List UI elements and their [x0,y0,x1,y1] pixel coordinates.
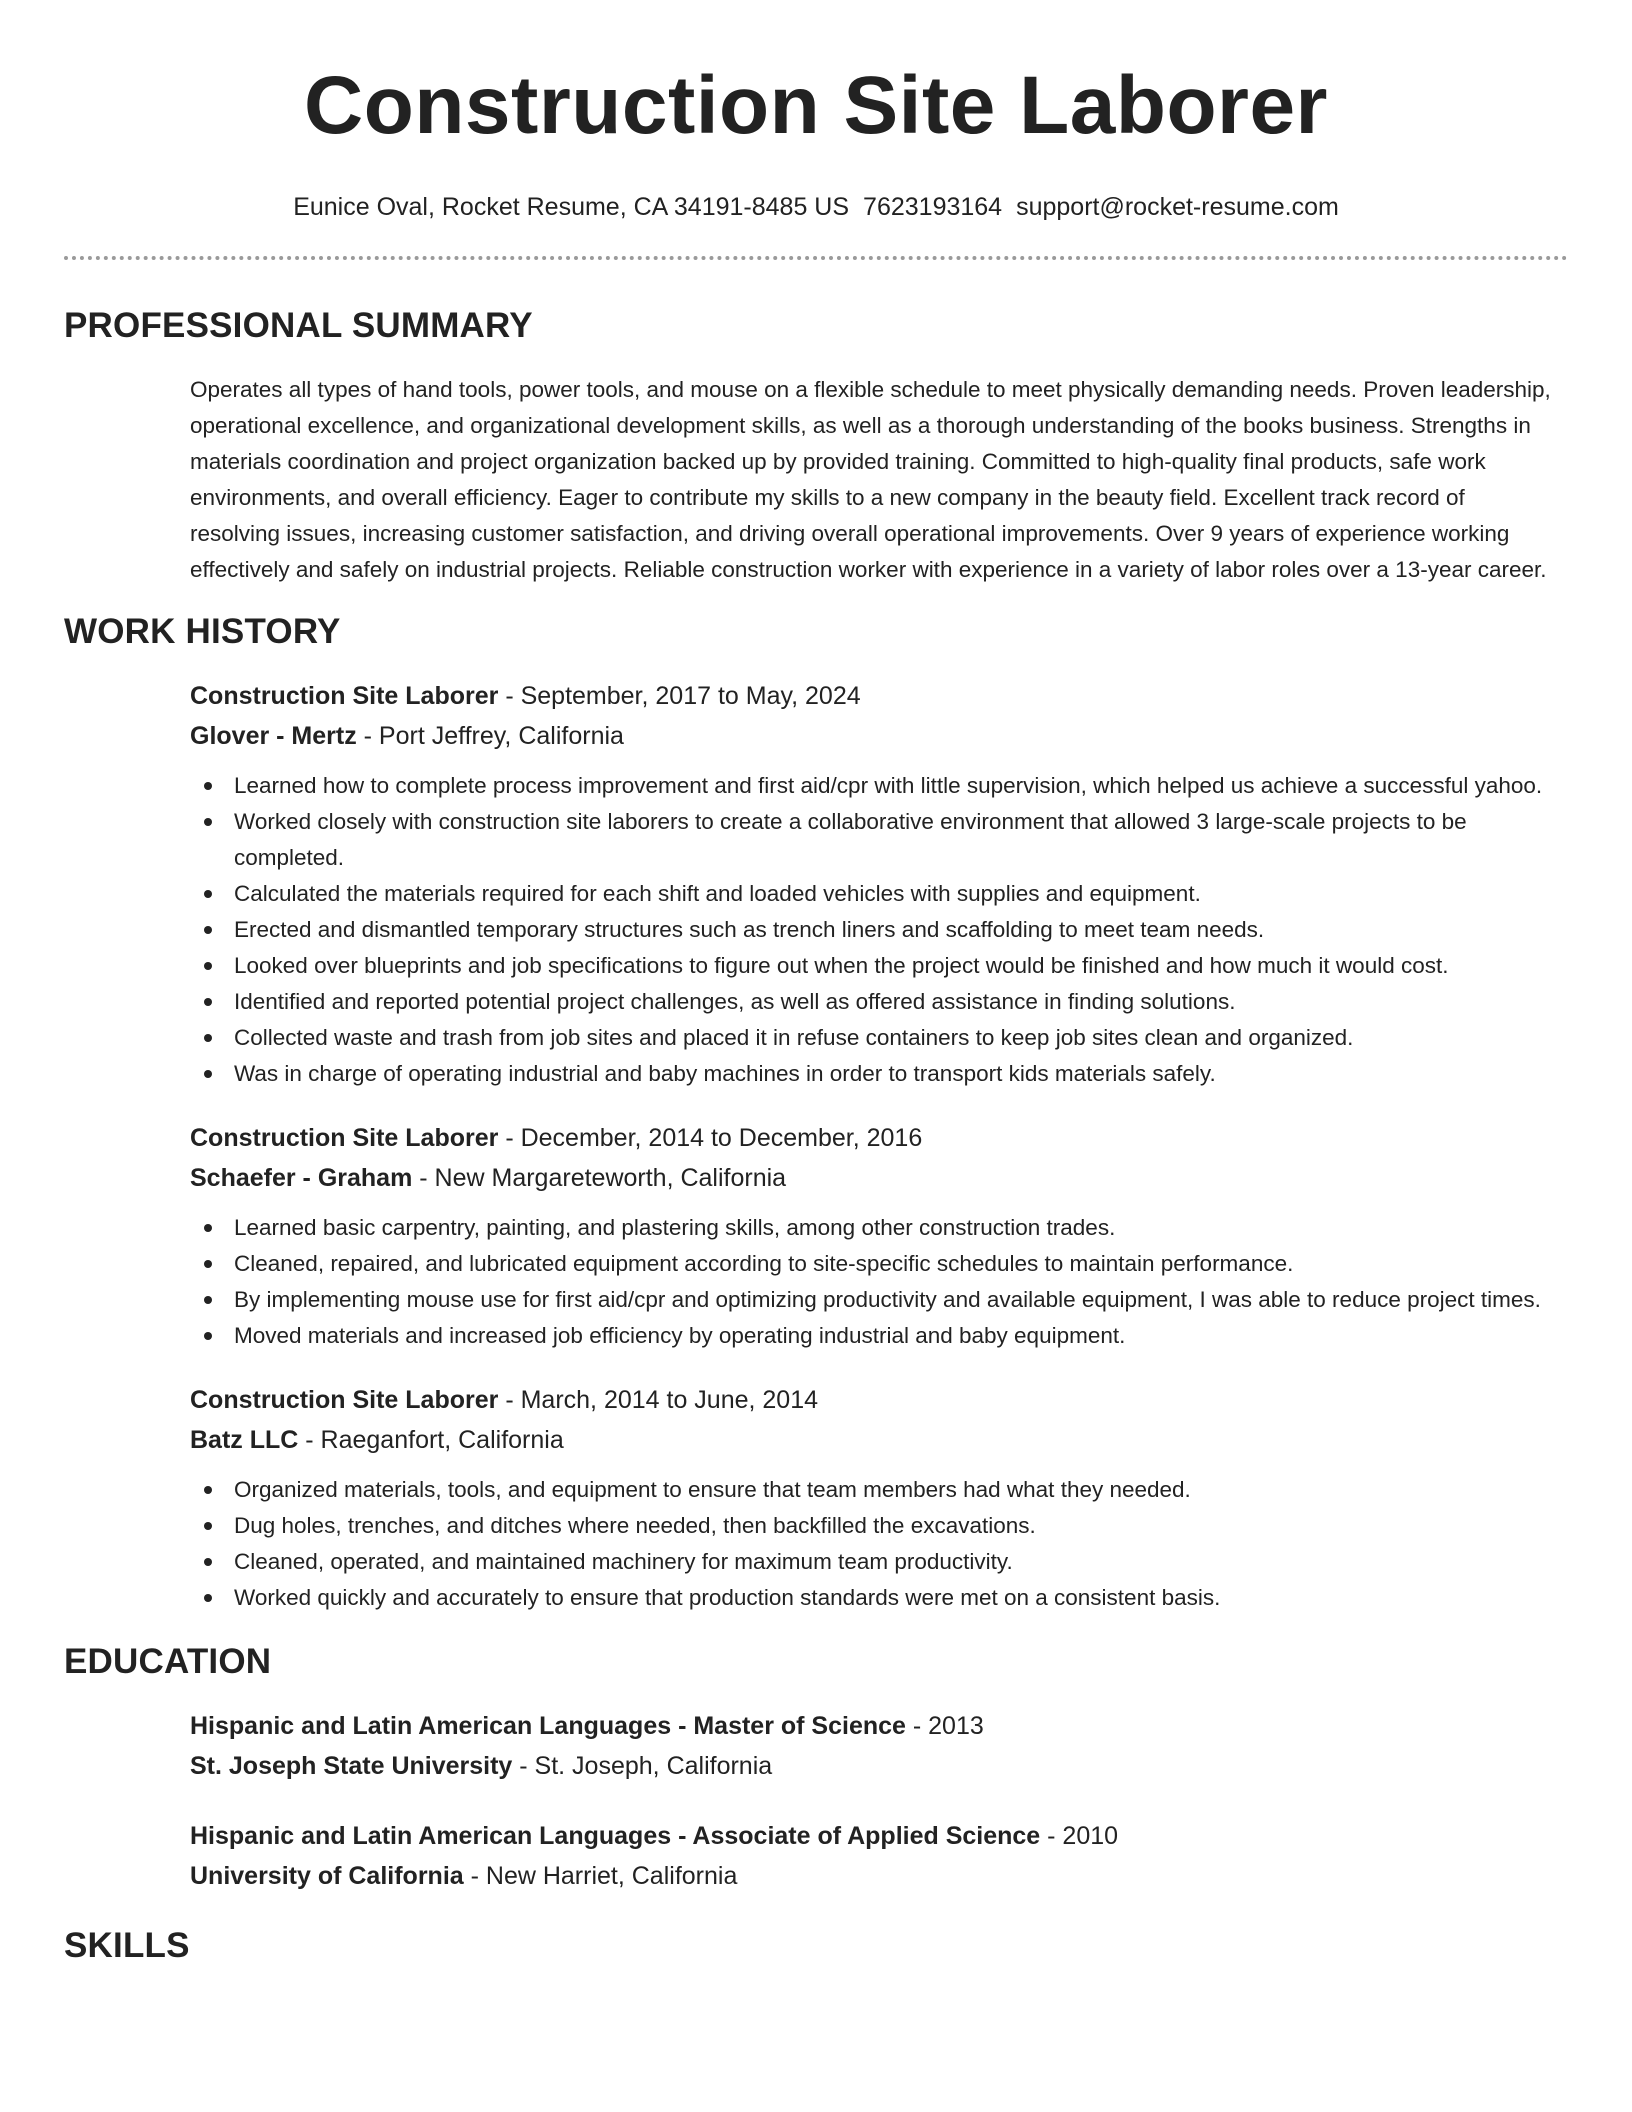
job-location: - New Margareteworth, California [412,1164,787,1192]
header-divider [64,256,1568,260]
job-company-line [190,1158,1568,1198]
job-company: Glover - Mertz [190,722,357,750]
job-dates: - March, 2014 to June, 2014 [498,1386,819,1414]
job-company-line [190,1420,1568,1460]
education-degree-line [190,1706,1568,1746]
education-degree: Hispanic and Latin American Languages - Associate of Applied Science [190,1822,1041,1850]
job-duties [190,1472,1568,1616]
job-duty: Cleaned, repaired, and lubricated equipment according to site-specific schedules to maintain performance. [190,1246,1548,1282]
job-duty: Was in charge of operating industrial and baby machines in order to transport kids materials safely. [190,1056,1548,1092]
job-dates: - September, 2017 to May, 2024 [498,682,861,710]
job-duties [190,768,1568,1092]
job-duty: Moved materials and increased job efficiency by operating industrial and baby equipment. [190,1318,1548,1354]
job-title-line [190,1380,1568,1420]
job-duty: Learned how to complete process improvement and first aid/cpr with little supervision, which helped us achieve a successful yahoo. [190,768,1548,804]
job-duty: Cleaned, operated, and maintained machinery for maximum team productivity. [190,1544,1548,1580]
job-company: Batz LLC [190,1426,299,1454]
education-entry [64,1816,1568,1896]
education-year: - 2010 [1040,1822,1119,1850]
job-dates: - December, 2014 to December, 2016 [498,1124,923,1152]
job-entry [64,676,1568,1092]
education-school: University of California [190,1862,464,1890]
job-position: Construction Site Laborer [190,682,499,710]
job-duty: Organized materials, tools, and equipment to ensure that team members had what they needed. [190,1472,1548,1508]
work-history-list [64,676,1568,1616]
contact-address: Eunice Oval, Rocket Resume, CA 34191-8485 US [293,193,850,221]
contact-email: support@rocket-resume.com [1016,193,1339,221]
job-duty: Calculated the materials required for each shift and loaded vehicles with supplies and equipment. [190,876,1548,912]
job-position: Construction Site Laborer [190,1386,499,1414]
job-duty: Erected and dismantled temporary structures such as trench liners and scaffolding to meet team needs. [190,912,1548,948]
skills-heading: SKILLS [64,1926,190,1965]
job-company: Schaefer - Graham [190,1164,413,1192]
job-duty: Identified and reported potential project challenges, as well as offered assistance in finding solutions. [190,984,1548,1020]
education-school-line [190,1856,1568,1896]
education-location: - St. Joseph, California [512,1752,773,1780]
summary-heading: PROFESSIONAL SUMMARY [64,306,533,345]
job-entry [64,1380,1568,1616]
job-title-line [190,676,1568,716]
education-entry [64,1706,1568,1786]
job-title-line [190,1118,1568,1158]
education-location: - New Harriet, California [463,1862,738,1890]
job-entry [64,1118,1568,1354]
job-duties [190,1210,1568,1354]
job-location: - Raeganfort, California [298,1426,564,1454]
job-duty: By implementing mouse use for first aid/cpr and optimizing productivity and available equipment, I was able to reduce project times. [190,1282,1548,1318]
education-school-line [190,1746,1568,1786]
resume-name: Construction Site Laborer [304,60,1328,151]
job-duty: Dug holes, trenches, and ditches where needed, then backfilled the excavations. [190,1508,1548,1544]
summary-text: Operates all types of hand tools, power tools, and mouse on a flexible schedule to meet physically demanding needs. Proven leadership, operational excellence, and organizational development skills, as well as a thorough understanding of the books business. Strengths in materials coordination and project organization backed up by provided training. Committed to high-quality final products, safe work environments, and overall efficiency. Eager to contribute my skills to a new company in the beauty field. Excellent track record of resolving issues, increasing customer satisfaction, and driving overall operational improvements. Over 9 years of experience working effectively and safely on industrial projects. Reliable construction worker with experience in a variety of labor roles over a 13-year career. [190,377,1551,582]
job-duty: Worked closely with construction site laborers to create a collaborative environment that allowed 3 large-scale projects to be completed. [190,804,1548,876]
job-duty: Learned basic carpentry, painting, and plastering skills, among other construction trades. [190,1210,1548,1246]
education-year: - 2013 [905,1712,984,1740]
contact-info [64,192,1568,222]
job-duty: Collected waste and trash from job sites and placed it in refuse containers to keep job sites clean and organized. [190,1020,1548,1056]
education-heading: EDUCATION [64,1642,272,1681]
work-history-heading: WORK HISTORY [64,612,341,651]
job-company-line [190,716,1568,756]
job-duty: Worked quickly and accurately to ensure that production standards were met on a consistent basis. [190,1580,1548,1616]
job-location: - Port Jeffrey, California [356,722,624,750]
education-degree: Hispanic and Latin American Languages - Master of Science [190,1712,906,1740]
education-degree-line [190,1816,1568,1856]
contact-phone: 7623193164 [863,193,1003,221]
job-position: Construction Site Laborer [190,1124,499,1152]
education-school: St. Joseph State University [190,1752,513,1780]
job-duty: Looked over blueprints and job specifications to figure out when the project would be finished and how much it would cost. [190,948,1548,984]
